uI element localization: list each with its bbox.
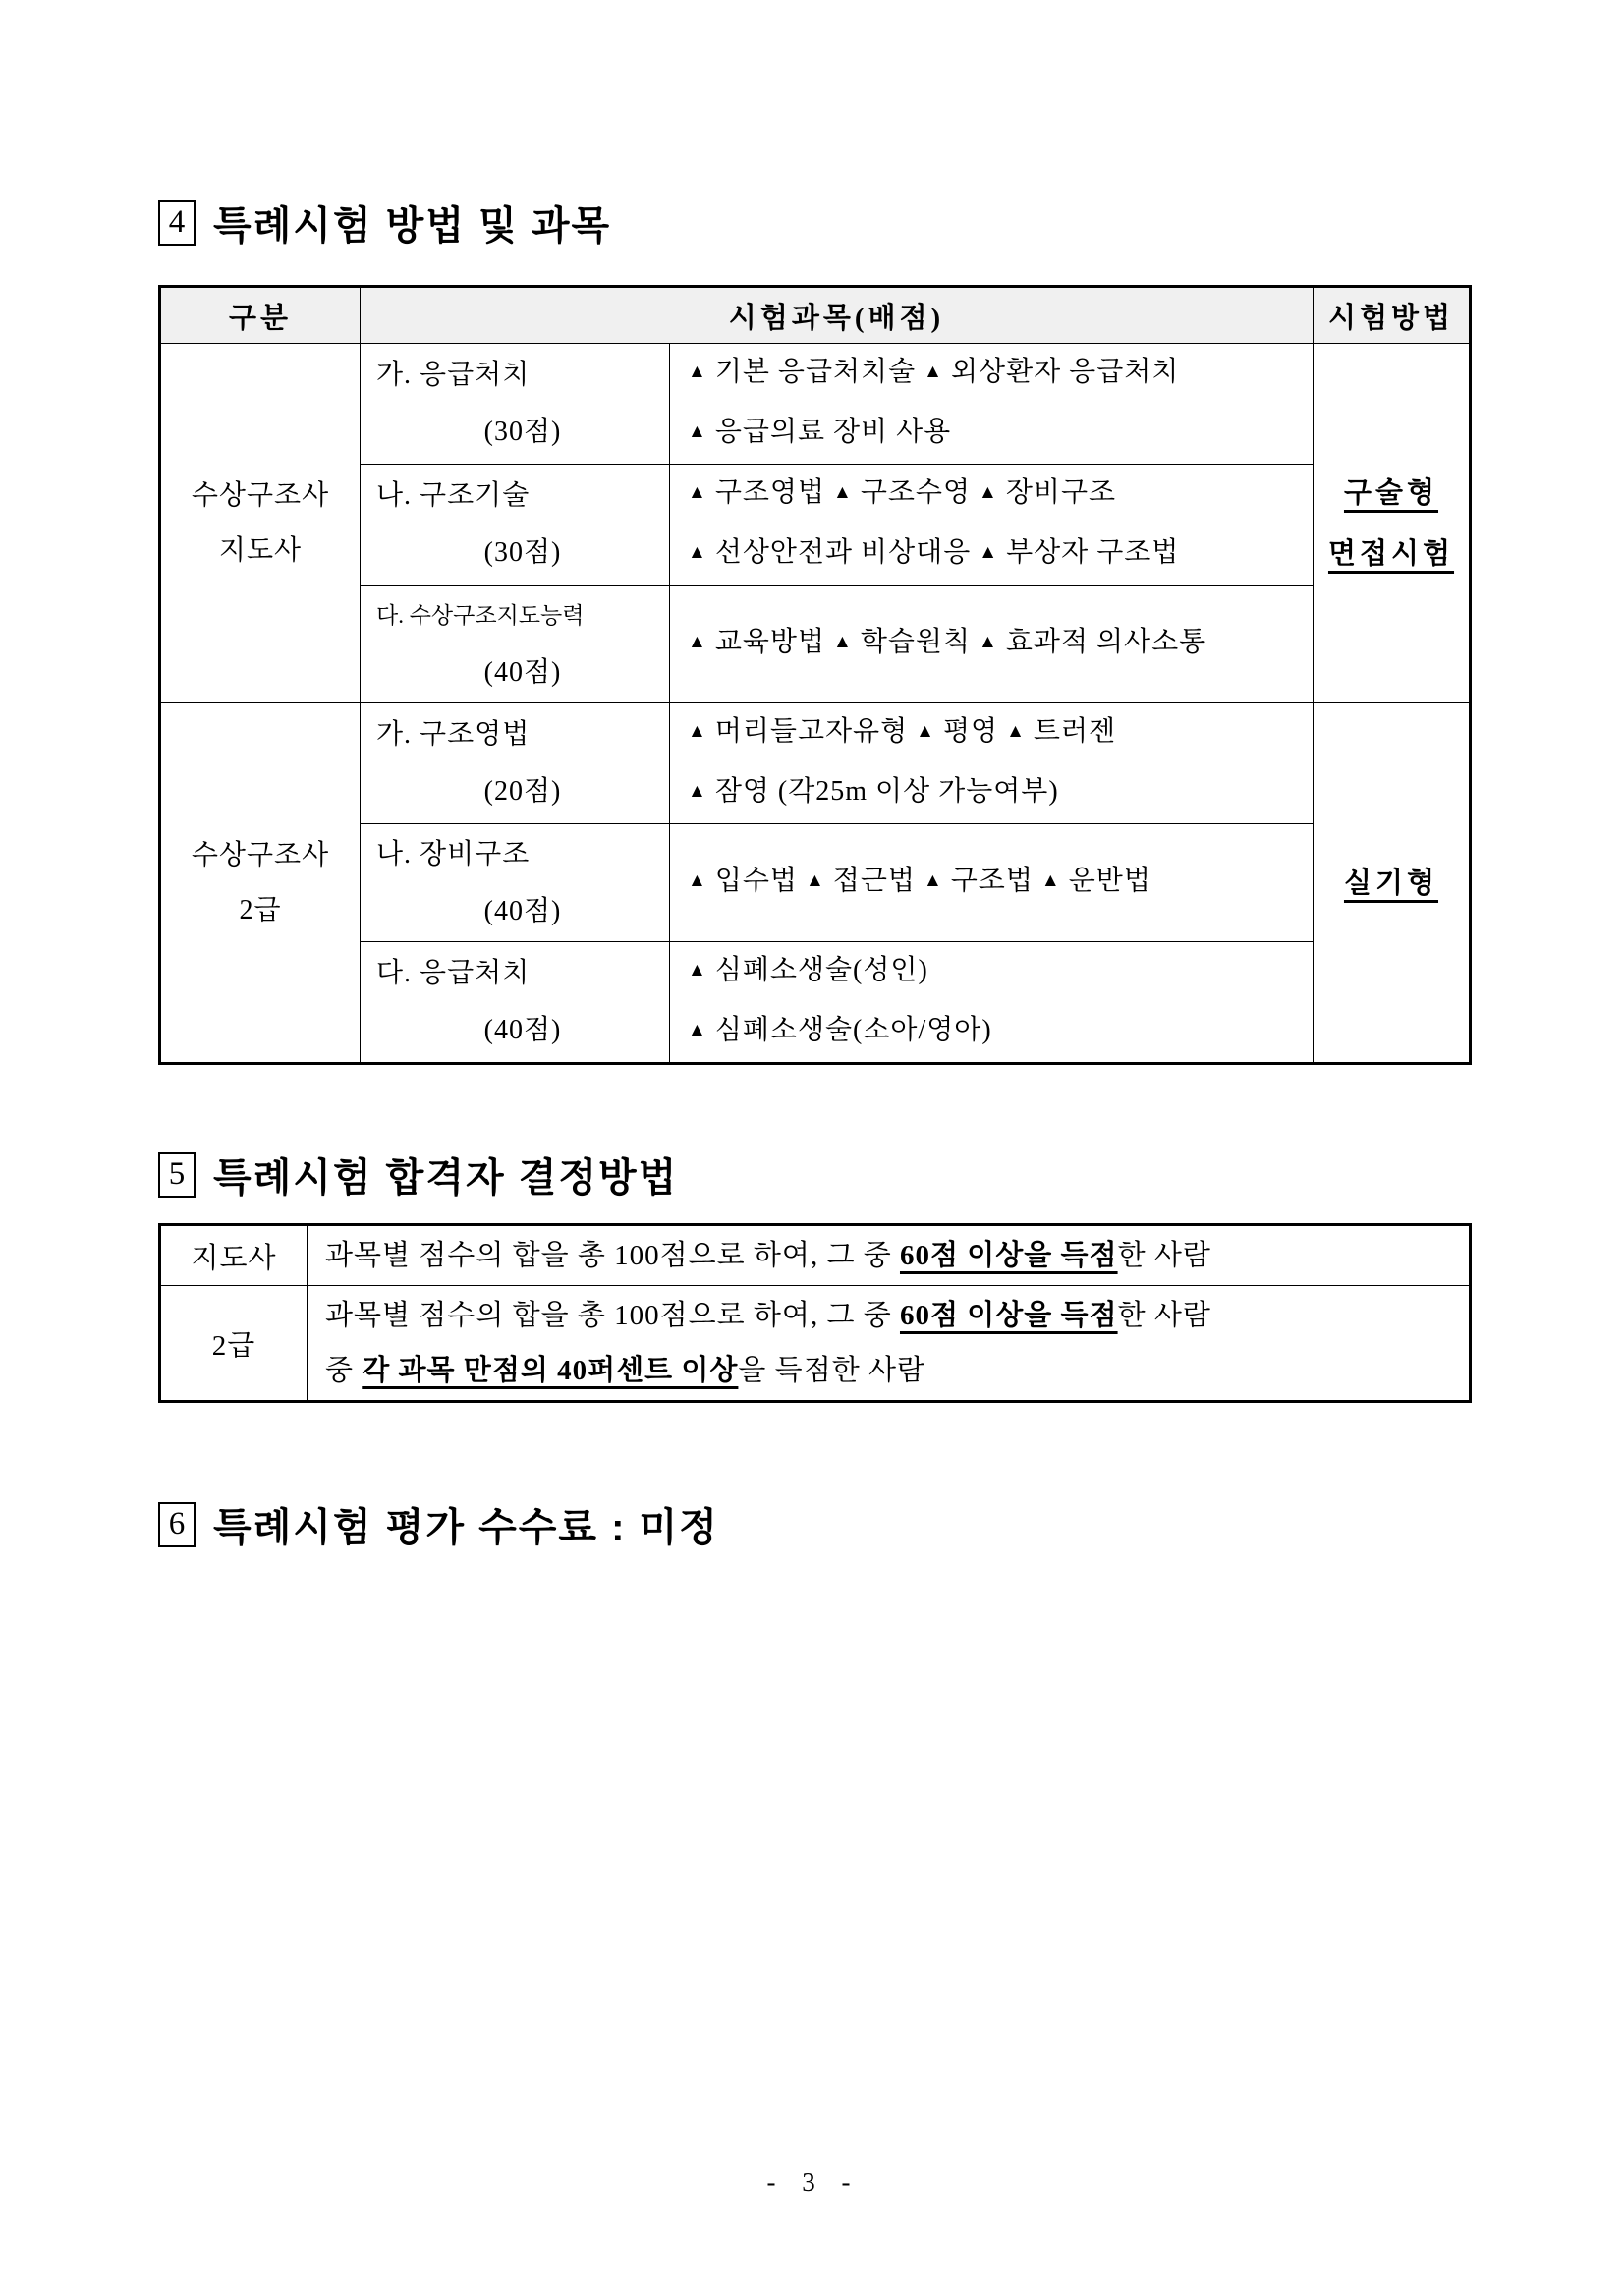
subject-cell: [361, 344, 670, 465]
pass-criteria-table: [158, 1223, 1472, 1403]
category-line: 지도사: [218, 534, 303, 566]
triangle-bullet-icon: ▲: [833, 482, 853, 503]
subject-name: 다. 수상구조지도능력: [376, 602, 585, 628]
criteria-text: 과목별 점수의 합을 총 100점으로 하여, 그 중: [325, 1240, 900, 1271]
detail-line: ▲ 심폐소생술(성인): [688, 955, 928, 985]
detail-line: ▲ 기본 응급처치술 ▲ 외상환자 응급처치: [688, 357, 1180, 387]
criteria-emphasis: 각 과목 만점의 40퍼센트 이상: [362, 1355, 739, 1386]
detail-line: ▲ 심폐소생술(소아/영아): [688, 1015, 992, 1045]
method-line: [1314, 463, 1469, 524]
exam-table-row: [160, 344, 1471, 465]
triangle-bullet-icon: ▲: [688, 781, 707, 802]
method-line: [1314, 853, 1469, 914]
category-line: 수상구조사: [191, 479, 330, 511]
triangle-bullet-icon: ▲: [1040, 870, 1061, 891]
category-cell: [160, 703, 361, 1064]
section-5-number-box: 5: [158, 1152, 196, 1198]
grade-cell: 지도사: [160, 1225, 308, 1286]
subject-score: (40점): [483, 1015, 562, 1045]
detail-line: ▲ 잠영 (각25m 이상 가능여부): [688, 776, 1059, 807]
subject-cell: [361, 942, 670, 1064]
category-line: 수상구조사: [191, 839, 330, 870]
criteria-text: 한 사람: [1117, 1240, 1211, 1271]
subject-score: (30점): [483, 537, 562, 568]
section-6-title: 특례시험 평가 수수료 : 미정: [213, 1506, 719, 1549]
details-cell: [670, 942, 1314, 1064]
triangle-bullet-icon: ▲: [688, 421, 707, 442]
criteria-text: 과목별 점수의 합을 총 100점으로 하여, 그 중: [325, 1300, 900, 1331]
details-cell: [670, 344, 1314, 465]
triangle-bullet-icon: ▲: [688, 1020, 707, 1040]
triangle-bullet-icon: ▲: [979, 482, 998, 503]
criteria-text: 한 사람: [1117, 1300, 1211, 1331]
category-line: 2급: [239, 894, 282, 925]
section-4-heading: [158, 195, 1469, 251]
detail-line: ▲ 응급의료 장비 사용: [688, 417, 952, 447]
subject-name: 나. 장비구조: [376, 838, 531, 869]
page-number: - 3 -: [766, 2167, 861, 2197]
method-text: 구술형: [1343, 476, 1439, 509]
triangle-bullet-icon: ▲: [833, 632, 853, 652]
pass-table-row: [160, 1286, 1471, 1402]
exam-table-row: [160, 703, 1471, 824]
triangle-bullet-icon: ▲: [688, 542, 707, 563]
triangle-bullet-icon: ▲: [688, 632, 707, 652]
method-text: 면접시험: [1327, 537, 1455, 570]
triangle-bullet-icon: ▲: [923, 870, 943, 891]
subject-score: (40점): [483, 656, 562, 688]
subject-cell: [361, 586, 670, 703]
triangle-bullet-icon: ▲: [688, 960, 707, 980]
criteria-line: [325, 1228, 1469, 1283]
triangle-bullet-icon: ▲: [979, 632, 998, 652]
exam-method-table: [158, 285, 1472, 1065]
method-text: 실기형: [1343, 867, 1439, 899]
subject-cell: [361, 465, 670, 586]
triangle-bullet-icon: ▲: [979, 542, 999, 563]
subject-name: 나. 구조기술: [376, 480, 531, 511]
subject-score: (40점): [483, 895, 562, 926]
detail-line: ▲ 교육방법 ▲ 학습원칙 ▲ 효과적 의사소통: [688, 627, 1207, 657]
subject-score: (30점): [483, 417, 562, 447]
subject-name: 가. 응급처치: [376, 360, 531, 390]
exam-header-subjects: 시험과목(배점): [361, 287, 1314, 344]
subject-name: 다. 응급처치: [376, 958, 531, 988]
triangle-bullet-icon: ▲: [688, 362, 707, 382]
criteria-line: [325, 1288, 1469, 1343]
criteria-cell: [308, 1225, 1471, 1286]
criteria-cell: [308, 1286, 1471, 1402]
pass-table-row: [160, 1225, 1471, 1286]
subject-cell: [361, 703, 670, 824]
exam-header-method: 시험방법: [1314, 287, 1471, 344]
criteria-emphasis: 60점 이상을 득점: [899, 1240, 1118, 1271]
details-cell: [670, 586, 1314, 703]
detail-line: ▲ 입수법 ▲ 접근법 ▲ 구조법 ▲ 운반법: [688, 866, 1151, 896]
exam-table-header-row: [160, 287, 1471, 344]
criteria-text: 중: [325, 1355, 363, 1386]
section-5-heading: [158, 1147, 1469, 1203]
section-5-title: 특례시험 합격자 결정방법: [213, 1156, 679, 1200]
method-cell: [1314, 344, 1471, 703]
method-line: [1314, 524, 1469, 585]
details-cell: [670, 465, 1314, 586]
subject-name: 가. 구조영법: [376, 719, 531, 750]
triangle-bullet-icon: ▲: [916, 721, 935, 742]
category-cell: [160, 344, 361, 703]
section-6-number-box: 6: [158, 1502, 196, 1547]
subject-cell: [361, 824, 670, 942]
grade-cell: 2급: [160, 1286, 308, 1402]
triangle-bullet-icon: ▲: [688, 721, 707, 742]
exam-header-category: 구분: [160, 287, 361, 344]
criteria-emphasis: 60점 이상을 득점: [899, 1300, 1118, 1331]
triangle-bullet-icon: ▲: [688, 482, 707, 503]
detail-line: ▲ 머리들고자유형 ▲ 평영 ▲ 트러젠: [688, 716, 1117, 747]
triangle-bullet-icon: ▲: [688, 870, 707, 891]
criteria-line: [325, 1343, 1469, 1398]
details-cell: [670, 824, 1314, 942]
method-cell: [1314, 703, 1471, 1064]
detail-line: ▲ 구조영법 ▲ 구조수영 ▲ 장비구조: [688, 477, 1117, 508]
document-page: [158, 195, 1469, 1552]
criteria-text: 을 득점한 사람: [738, 1355, 926, 1386]
section-4-number-box: 4: [158, 200, 196, 246]
triangle-bullet-icon: ▲: [1006, 721, 1026, 742]
subject-score: (20점): [483, 776, 562, 807]
section-4-title: 특례시험 방법 및 과목: [213, 204, 612, 248]
triangle-bullet-icon: ▲: [924, 362, 943, 382]
detail-line: ▲ 선상안전과 비상대응 ▲ 부상자 구조법: [688, 537, 1180, 568]
triangle-bullet-icon: ▲: [805, 870, 825, 891]
section-6-heading: [158, 1496, 1469, 1552]
details-cell: [670, 703, 1314, 824]
